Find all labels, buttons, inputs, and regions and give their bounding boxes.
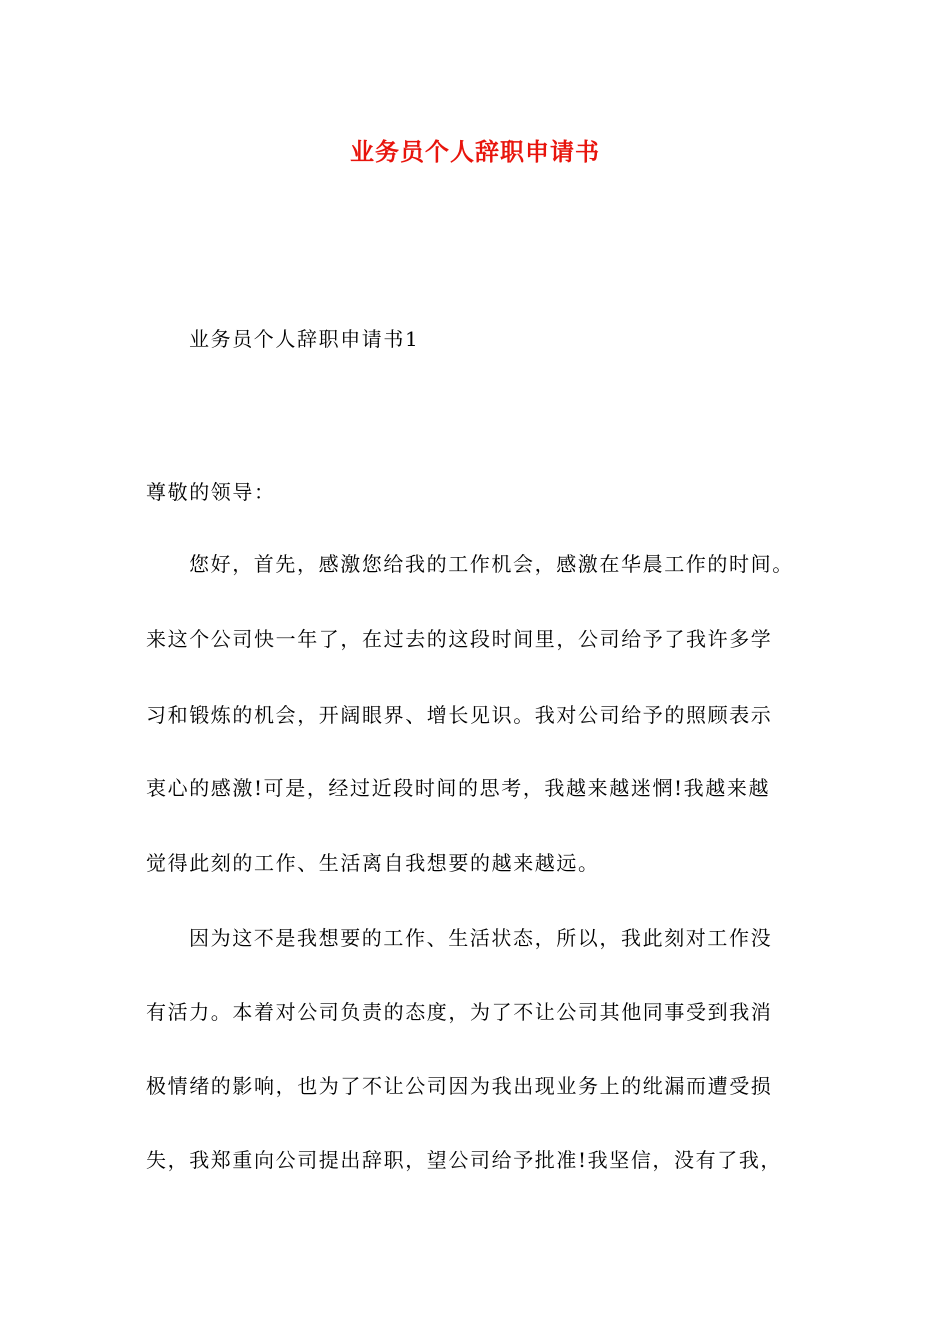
paragraph-1-line-4: 衷心的感激!可是，经过近段时间的思考，我越来越迷惘!我越来越 [146, 776, 771, 800]
paragraph-2-line-2: 有活力。本着对公司负责的态度，为了不让公司其他同事受到我消 [146, 1000, 773, 1024]
paragraph-2-line-4: 失，我郑重向公司提出辞职，望公司给予批准!我坚信，没有了我， [146, 1148, 783, 1172]
paragraph-1-line-2: 来这个公司快一年了，在过去的这段时间里，公司给予了我许多学 [146, 627, 773, 651]
paragraph-2-line-3: 极情绪的影响，也为了不让公司因为我出现业务上的纰漏而遭受损 [146, 1074, 773, 1098]
paragraph-2-line-1: 因为这不是我想要的工作、生活状态，所以，我此刻对工作没 [189, 926, 773, 950]
salutation: 尊敬的领导： [146, 480, 276, 504]
paragraph-1-line-3: 习和锻炼的机会，开阔眼界、增长见识。我对公司给予的照顾表示 [146, 703, 773, 727]
document-title: 业务员个人辞职申请书 [350, 137, 600, 166]
paragraph-1-line-5: 觉得此刻的工作、生活离自我想要的越来越远。 [146, 851, 600, 875]
paragraph-1-line-1: 您好，首先，感激您给我的工作机会，感激在华晨工作的时间。 [189, 552, 794, 576]
section-heading: 业务员个人辞职申请书1 [189, 327, 420, 351]
